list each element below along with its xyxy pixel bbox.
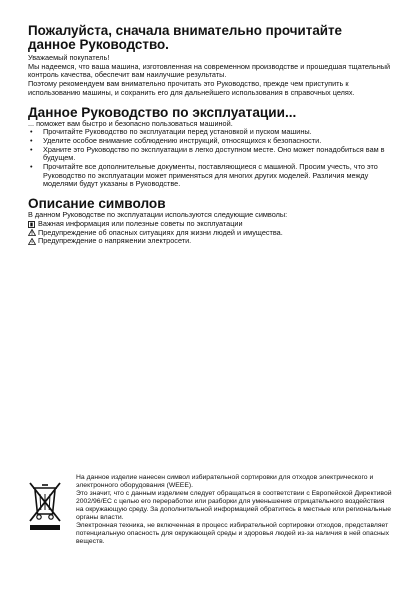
electric-warning-icon (28, 237, 38, 246)
bullet-icon: • (30, 135, 33, 145)
weee-paragraph: На данное изделие нанесен символ избирательной сортировки для отходов электрического и электронного оборудования (WEEE). (76, 474, 374, 489)
symbol-row-warning: Предупреждение об опасных ситуациях для жизни людей и имущества. (28, 229, 393, 238)
page-title: Пожалуйста, сначала внимательно прочитайте данное Руководство. (28, 23, 342, 52)
symbols-section-title: Описание символов (28, 196, 166, 212)
info-icon (28, 220, 38, 229)
bullet-icon: • (30, 162, 33, 172)
list-item: • Прочитайте Руководство по эксплуатации перед установкой и пуском машины. (30, 127, 312, 137)
page-content (28, 24, 393, 246)
crossed-out-bin-icon (28, 474, 68, 546)
bullet-icon: • (30, 127, 33, 137)
weee-paragraph: Это значит, что с данным изделием следует обращаться в соответствии с Европейской Директивой 2002/96/ЕС с целью его переработки или разборки для уменьшения отрицательного воздействия на окружающую среду. За дополнительной информацией обратитесь в местные или региональные органы власти. (76, 490, 392, 521)
manual-section-title: Данное Руководство по эксплуатации... (28, 104, 297, 120)
weee-text (68, 474, 393, 546)
bullet-icon: • (30, 144, 33, 154)
symbol-row-info: Важная информация или полезные советы по эксплуатации (28, 220, 393, 229)
greeting: Уважаемый покупатель! (28, 53, 110, 62)
symbol-row-electric: Предупреждение о напряжении электросети. (28, 237, 393, 246)
recommendation-paragraph: Поэтому рекомендуем вам внимательно прочитать это Руководство, прежде чем приступить к использованию машины, и сохранить его для дальнейшего использования в справочных целях. (28, 79, 355, 97)
manual-subtitle: ... поможет вам быстро и безопасно пользоваться машиной. (28, 118, 233, 128)
manual-bullet-list (28, 128, 393, 189)
list-item: • Храните это Руководство по эксплуатации в легко доступном месте. Оно может понадобиться вам в будущем. (30, 144, 385, 163)
weee-notice (28, 474, 393, 546)
warning-icon (28, 229, 38, 238)
list-item: • Прочитайте все дополнительные документы, поставляющиеся с машиной. Просим учесть, что это Руководство по эксплуатации может применяться для многих других моделей. Различия между моделями будут указаны в Руководстве. (30, 162, 378, 189)
list-item: • Уделите особое внимание соблюдению инструкций, относящихся к безопасности. (30, 135, 322, 145)
symbols-intro: В данном Руководстве по эксплуатации используются следующие символы: (28, 210, 288, 220)
weee-paragraph: Электронная техника, не включенная в процесс избирательной сортировки отходов, представляет потенциальную опасность для окружающей среды и здоровья людей из-за наличия в ней опасных веществ. (76, 522, 390, 545)
intro-paragraph: Мы надеемся, что ваша машина, изготовленная на современном производстве и прошедшая тщательный контроль качества, обеспечит вам наилучшие результаты. (28, 61, 391, 80)
